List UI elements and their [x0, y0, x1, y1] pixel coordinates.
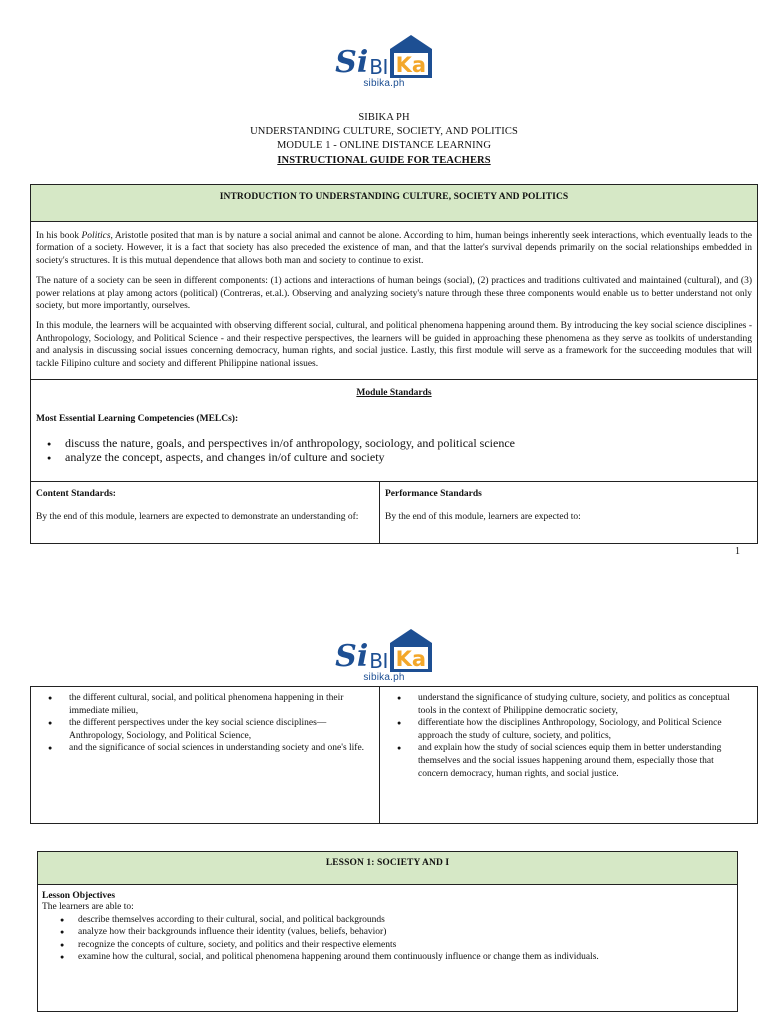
content-standards-list	[31, 692, 379, 755]
logo-bi-text: BI	[369, 55, 388, 79]
lesson-objectives-list	[42, 914, 733, 964]
list-item: ● and explain how the study of social sciences equip them in better understanding themselves and the social issues happening around them, especially those that concern democracy, human rights, and social justice.	[380, 742, 737, 780]
list-item: ● recognize the concepts of culture, society, and politics and their respective elements	[42, 939, 733, 952]
list-item: ● discuss the nature, goals, and perspectives in/of anthropology, sociology, and political science	[31, 436, 757, 450]
lesson1-title-box	[37, 851, 738, 885]
header-guide: INSTRUCTIONAL GUIDE FOR TEACHERS	[277, 155, 491, 166]
header-course: UNDERSTANDING CULTURE, SOCIETY, AND POLITICS	[250, 126, 518, 137]
list-item: ● understand the significance of studying culture, society, and politics as conceptual tools in the context of Philippine democratic society,	[380, 692, 737, 717]
logo-bi-text: BI	[369, 649, 388, 673]
building-columns-icon	[389, 34, 433, 78]
sibika-logo	[0, 628, 768, 683]
logo-url: sibika.ph	[363, 672, 405, 683]
page-number: 1	[735, 546, 740, 557]
list-item: ● and the significance of social sciences in understanding society and one's life.	[31, 742, 373, 755]
performance-standards-list-cell	[379, 686, 758, 824]
lesson-objectives-label: Lesson Objectives	[42, 891, 116, 901]
sibika-logo	[0, 34, 768, 89]
intro-paragraph-2: The nature of a society can be seen in different components: (1) actions and interactions of human beings (social), (2) practices and traditions cultivated and maintained (cultural), and (3) power relations at play among actors (political) (Contreras, et.al.). Observing and analyzing society's nature through these three components would enable us to better understand not only society, but more importantly, ourselves.	[36, 276, 752, 312]
performance-standards-label: Performance Standards	[385, 489, 482, 499]
content-standards-label: Content Standards:	[36, 489, 116, 499]
content-standards-list-cell	[30, 686, 380, 824]
list-item: ● the different cultural, social, and political phenomena happening in their immediate milieu,	[31, 692, 373, 717]
intro-body-box	[30, 221, 758, 380]
performance-standards-list	[380, 692, 757, 780]
performance-standards-cell	[379, 481, 758, 544]
intro-paragraph-1: In his book Politics, Aristotle posited that man is by nature a social animal and cannot be alone. According to him, human beings inherently seek interactions, which eventually leads to the formation of a society. However, it is a fact that society has also preceded the existence of man, and that the latter's survival depends primarily on the social relationships embedded in society's structures. It is this mutual dependence that allows both man and society to continue to exist.	[36, 231, 753, 266]
intro-title-box	[30, 184, 758, 222]
logo-si-text: Si	[335, 639, 369, 674]
header-module: MODULE 1 - ONLINE DISTANCE LEARNING	[276, 140, 492, 151]
list-item: ● examine how the cultural, social, and political phenomena happening around them continuously influence or change them as individuals.	[42, 951, 733, 964]
module-standards-title: Module Standards	[356, 388, 432, 398]
logo-url: sibika.ph	[363, 78, 405, 89]
intro-title: INTRODUCTION TO UNDERSTANDING CULTURE, SOCIETY AND POLITICS	[219, 192, 569, 202]
intro-paragraph-3: In this module, the learners will be acquainted with observing different social, cultural, and political phenomena happening around them. By introducing the key social science disciplines - Anthropology, Sociology, and Political Science - and their respective perspectives, the learners will be guided in approaching these phenomena as they serve as toolkits of understanding and analysis in discussing social issues concerning democracy, human rights, and social justice. Lastly, this first module will serve as a framework for the succeeding modules that will tackle Filipino culture and society and different Philippine national issues.	[36, 321, 752, 369]
building-columns-icon	[389, 628, 433, 672]
melc-list	[31, 436, 757, 464]
melc-label: Most Essential Learning Competencies (MELCs):	[36, 414, 239, 424]
list-item: ● the different perspectives under the key social science disciplines—Anthropology, Sociology, and Political Science,	[31, 717, 373, 742]
list-item: ● analyze how their backgrounds influence their identity (values, beliefs, behavior)	[42, 926, 733, 939]
lesson1-body-box	[37, 884, 738, 1012]
list-item: ● differentiate how the disciplines Anthropology, Sociology, and Political Science approach the study of culture, society, and politics,	[380, 717, 737, 742]
lesson1-title: LESSON 1: SOCIETY AND I	[325, 858, 450, 868]
logo-si-text: Si	[335, 45, 369, 80]
logo-ka-text: Ka	[395, 647, 427, 671]
content-standards-cell	[30, 481, 380, 544]
book-title: Politics	[81, 231, 111, 241]
lesson-objectives-intro: The learners are able to:	[42, 902, 134, 912]
list-item: ● describe themselves according to their cultural, social, and political backgrounds	[42, 914, 733, 927]
list-item: ● analyze the concept, aspects, and changes in/of culture and society	[31, 450, 757, 464]
performance-standards-text: By the end of this module, learners are expected to:	[385, 512, 581, 522]
module-standards-box	[30, 379, 758, 482]
header-org: SIBIKA PH	[358, 112, 410, 123]
content-standards-text: By the end of this module, learners are expected to demonstrate an understanding of:	[36, 512, 359, 522]
logo-ka-text: Ka	[395, 53, 427, 77]
